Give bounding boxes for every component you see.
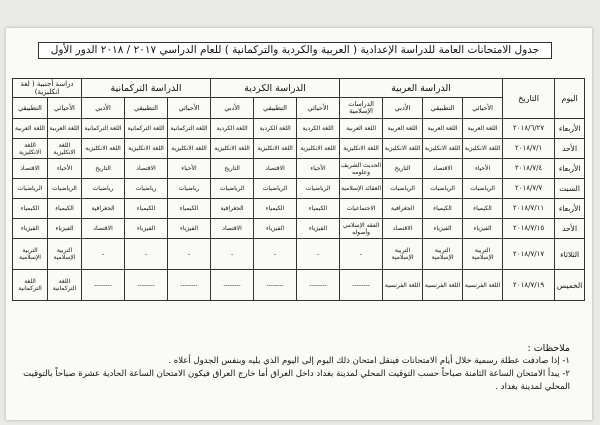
row-date: ٢٠١٨/٧/١٧ <box>503 239 555 270</box>
subject-cell: الرياضيات <box>211 179 254 199</box>
subject-cell: الكيمياء <box>254 199 297 219</box>
subject-cell: الرياضيات <box>297 179 340 199</box>
subject-cell: الجغرافية <box>82 199 125 219</box>
subject-cell: الفيزياء <box>254 219 297 239</box>
subject-cell: الفيزياء <box>297 219 340 239</box>
subject-cell: - <box>211 239 254 270</box>
subject-cell: الرياضيات <box>463 179 503 199</box>
subject-cell: الفيزياء <box>423 219 463 239</box>
subject-cell: -------- <box>297 270 340 301</box>
header-branch: الأدبي <box>383 98 423 119</box>
subject-cell: اللغة الفرنسية <box>463 270 503 301</box>
table-row <box>13 219 585 239</box>
header-branch: الدراسات الإسلامية <box>340 98 383 119</box>
subject-cell: رياضيات <box>82 179 125 199</box>
subject-cell: الفقه الإسلامي وأصوله <box>340 219 383 239</box>
subject-cell: اللغة العربية <box>383 119 423 139</box>
subject-cell: الكيمياء <box>463 199 503 219</box>
document-title: جدول الامتحانات العامة للدراسة الإعدادية ( العربية والكردية والتركمانية ) للعام الدراسي ٢٠١٧ / ٢٠١٨ الدور الأول <box>38 42 552 59</box>
subject-cell: اللغة الانكليزية <box>125 139 168 159</box>
subject-cell: - <box>168 239 211 270</box>
subject-cell: اللغة العربية <box>13 119 48 139</box>
row-day: الأربعاء <box>555 199 585 219</box>
table-row <box>13 119 585 139</box>
subject-cell: الفيزياء <box>13 219 48 239</box>
subject-cell: الجغرافية <box>211 199 254 219</box>
subject-cell: - <box>254 239 297 270</box>
subject-cell: اللغة التركمانية <box>48 270 82 301</box>
subject-cell: الحديث الشريف وعلومه <box>340 159 383 179</box>
subject-cell: الرياضيات <box>423 179 463 199</box>
table-row <box>13 139 585 159</box>
subject-cell: الكيمياء <box>125 199 168 219</box>
subject-cell: -------- <box>340 270 383 301</box>
header-branch: الأحيائي <box>297 98 340 119</box>
subject-cell: الكيمياء <box>423 199 463 219</box>
header-branch: التطبيقي <box>125 98 168 119</box>
subject-cell: اللغة التركمانية <box>168 119 211 139</box>
row-date: ٢٠١٨/٧/١ <box>503 139 555 159</box>
header-group-turkmen: الدراسة التركمانية <box>82 79 211 98</box>
row-date: ٢٠١٨/٧/١٥ <box>503 219 555 239</box>
subject-cell: الأحياء <box>463 159 503 179</box>
row-day: السبت <box>555 179 585 199</box>
subject-cell: اللغة الفرنسية <box>383 270 423 301</box>
subject-cell: -------- <box>168 270 211 301</box>
subject-cell: التربية الإسلامية <box>383 239 423 270</box>
subject-cell: الاقتصاد <box>254 159 297 179</box>
subject-cell: اللغة الانكليزية <box>383 139 423 159</box>
subject-cell: اللغة الانكليزية <box>463 139 503 159</box>
subject-cell: -------- <box>254 270 297 301</box>
subject-cell: اللغة الانكليزية <box>423 139 463 159</box>
row-date: ٢٠١٨/٦/٢٧ <box>503 119 555 139</box>
subject-cell: -------- <box>82 270 125 301</box>
subject-cell: الرياضيات <box>48 179 82 199</box>
note-item: ٢- يبدأ الامتحان الساعة الثامنة صباحاً حسب التوقيت المحلي لمدينة بغداد داخل العراق أما خارج العراق فيكون الامتحان الساعة الحادية عشرة صباحاً بالتوقيت المحلي لمدينة بغداد . <box>23 369 570 392</box>
table-row <box>13 179 585 199</box>
subject-cell: رياضيات <box>168 179 211 199</box>
subject-cell: التربية الإسلامية <box>13 239 48 270</box>
header-day: اليوم <box>555 79 585 119</box>
row-day: الأربعاء <box>555 159 585 179</box>
subject-cell: الرياضيات <box>254 179 297 199</box>
subject-cell: الكيمياء <box>48 199 82 219</box>
subject-cell: اللغة الانكليزية <box>340 139 383 159</box>
note-item: ١- إذا صادفت عطلة رسمية خلال أيام الامتحانات فينقل امتحان ذلك اليوم إلى اليوم الذي يليه وبنفس الجدول أعلاه . <box>168 356 570 366</box>
header-branch: الأدبي <box>82 98 125 119</box>
subject-cell: الاقتصاد <box>211 219 254 239</box>
subject-cell: اللغة التركمانية <box>13 270 48 301</box>
subject-cell: الاقتصاد <box>423 159 463 179</box>
header-branch: التطبيقي <box>254 98 297 119</box>
subject-cell: الجغرافية <box>383 199 423 219</box>
row-day: الأربعاء <box>555 119 585 139</box>
subject-cell: اللغة الانكليزية <box>82 139 125 159</box>
subject-cell: الكيمياء <box>297 199 340 219</box>
subject-cell: الأحياء <box>48 159 82 179</box>
subject-cell: الكيمياء <box>168 199 211 219</box>
header-branch: الأدبي <box>211 98 254 119</box>
header-group-foreign: دراسة أجنبية ( لغة انكليزية) <box>13 79 82 98</box>
subject-cell: الأحياء <box>168 159 211 179</box>
subject-cell: اللغة الانكليزية <box>168 139 211 159</box>
subject-cell: الفيزياء <box>125 219 168 239</box>
subject-cell: رياضيات <box>125 179 168 199</box>
subject-cell: التربية الإسلامية <box>463 239 503 270</box>
subject-cell: الفيزياء <box>48 219 82 239</box>
subject-cell: الاقتصاد <box>383 219 423 239</box>
subject-cell: اللغة الانكليزية <box>254 139 297 159</box>
row-date: ٢٠١٨/٧/٤ <box>503 159 555 179</box>
table-row <box>13 159 585 179</box>
subject-cell: الرياضيات <box>383 179 423 199</box>
subject-cell: اللغة الفرنسية <box>423 270 463 301</box>
subject-cell: التاريخ <box>211 159 254 179</box>
subject-cell: اللغة العربية <box>48 119 82 139</box>
subject-cell: اللغة الانكليزية <box>48 139 82 159</box>
header-group-arabic: الدراسة العربية <box>340 79 503 98</box>
subject-cell: اللغة الكردية <box>211 119 254 139</box>
row-date: ٢٠١٨/٧/١١ <box>503 199 555 219</box>
subject-cell: الفيزياء <box>168 219 211 239</box>
subject-cell: العقائد الإسلامية <box>340 179 383 199</box>
header-branch: الأحيائي <box>463 98 503 119</box>
subject-cell: التاريخ <box>383 159 423 179</box>
subject-cell: الفيزياء <box>463 219 503 239</box>
subject-cell: الأحياء <box>297 159 340 179</box>
subject-cell: - <box>125 239 168 270</box>
subject-cell: -------- <box>125 270 168 301</box>
subject-cell: اللغة التركمانية <box>125 119 168 139</box>
subject-cell: اللغة الكردية <box>254 119 297 139</box>
header-group-kurdish: الدراسة الكردية <box>211 79 340 98</box>
subject-cell: اللغة العربية <box>423 119 463 139</box>
header-branch: الأحيائي <box>168 98 211 119</box>
notes-section <box>20 342 570 394</box>
subject-cell: اللغة العربية <box>463 119 503 139</box>
row-date: ٢٠١٨/٧/١٩ <box>503 270 555 301</box>
subject-cell: اللغة الانكليزية <box>297 139 340 159</box>
subject-cell: التربية الإسلامية <box>423 239 463 270</box>
subject-cell: الرياضيات <box>13 179 48 199</box>
row-day: الخميس <box>555 270 585 301</box>
table-row <box>13 199 585 219</box>
subject-cell: - <box>297 239 340 270</box>
subject-cell: -------- <box>211 270 254 301</box>
subject-cell: اللغة الكردية <box>297 119 340 139</box>
subject-cell: اللغة التركمانية <box>82 119 125 139</box>
table-row <box>13 270 585 301</box>
subject-cell: التاريخ <box>82 159 125 179</box>
subject-cell: اللغة الانكليزية <box>211 139 254 159</box>
subject-cell: الاقتصاد <box>13 159 48 179</box>
subject-cell: التربية الإسلامية <box>48 239 82 270</box>
subject-cell: اللغة الانكليزية <box>13 139 48 159</box>
notes-heading: ملاحظات : <box>527 343 570 354</box>
subject-cell: - <box>340 239 383 270</box>
exam-schedule-table <box>12 78 585 301</box>
header-branch: التطبيقي <box>423 98 463 119</box>
table-row <box>13 239 585 270</box>
subject-cell: اللغة العربية <box>340 119 383 139</box>
row-day: الأحد <box>555 139 585 159</box>
subject-cell: الاجتماعيات <box>340 199 383 219</box>
row-date: ٢٠١٨/٧/٧ <box>503 179 555 199</box>
subject-cell: الاقتصاد <box>125 159 168 179</box>
header-branch: الأحيائي <box>48 98 82 119</box>
header-branch: التطبيقي <box>13 98 48 119</box>
subject-cell: الكيمياء <box>13 199 48 219</box>
exam-schedule-sheet <box>6 28 592 420</box>
subject-cell: الاقتصاد <box>82 219 125 239</box>
header-date: التاريخ <box>503 79 555 119</box>
subject-cell: - <box>82 239 125 270</box>
row-day: الثلاثاء <box>555 239 585 270</box>
row-day: الأحد <box>555 219 585 239</box>
